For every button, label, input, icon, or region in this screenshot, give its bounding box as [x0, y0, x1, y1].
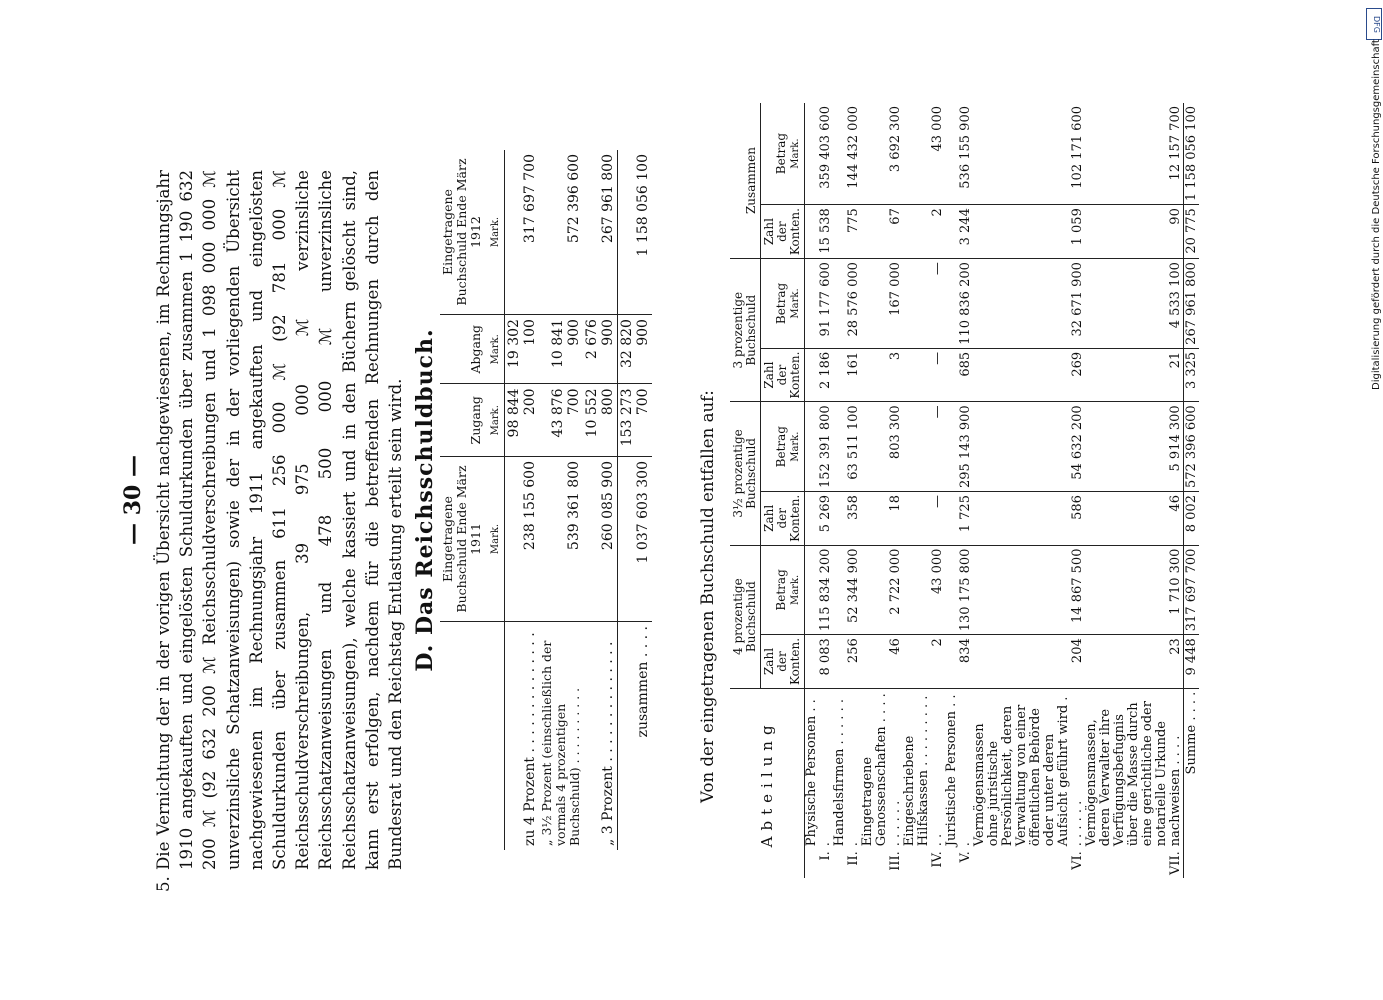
- t2-sub-amount: Betrag Mark.: [761, 103, 805, 205]
- table-row: VII. Vermögensmassen, deren Verwalter ihre Verfügungsbefugnis über die Masse durch eine gerichtliche oder notarielle Urkunde nachweisen . . . . 23 1 710 300 46 5 914 300 21 4 533 100 90 12 157 700: [1085, 103, 1184, 878]
- paragraph-number: 5.: [154, 876, 173, 892]
- t1-header-col: Abgang Mark.: [440, 315, 505, 384]
- table-row: VI. Vermögensmassen ohne juristische Persönlichkeit, deren Verwaltung von einer öffentlichen Behörde oder unter deren Aufsicht geführt wird . . . . . . . 204 14 867 500 586 54 632 200 269 32 671 900 1 059 102 171 600: [973, 103, 1085, 878]
- t2-group-header: Zusammen: [730, 103, 761, 259]
- t2-sub-count: Zahl der Konten.: [761, 492, 805, 546]
- table-row: „ 3½ Prozent (einschließlich der vormals 4 prozentigen Buchschuld) . . . . . . . . . . 539 361 800 43 876 700 10 841 900 572 396 600: [539, 150, 583, 850]
- t2-group-header: 4 prozentige Buchschuld: [730, 545, 761, 688]
- buchschuld-breakdown-table: [730, 103, 1199, 878]
- table-row: zu 4 Prozent . . . . . . . . . . . . . . 238 155 600 98 844 200 19 302 100 317 697 700: [505, 150, 540, 850]
- t2-sub-count: Zahl der Konten.: [761, 205, 805, 259]
- table-row: V. Juristische Personen . . . 834 130 175 800 1 725 295 143 900 685 110 836 200 3 244 536 155 900: [945, 103, 973, 878]
- t1-header-col: Eingetragene Buchschuld Ende März 1911 Mark.: [440, 457, 505, 622]
- paragraph-5: [152, 170, 407, 892]
- table-row-total: zusammen . . . . 1 037 603 300 153 273 700 32 820 900 1 158 056 100: [618, 150, 653, 850]
- section-heading: D. Das Reichsschuldbuch.: [412, 328, 438, 672]
- t2-sub-amount: Betrag Mark.: [761, 402, 805, 492]
- t2-sub-amount: Betrag Mark.: [761, 259, 805, 349]
- t1-header-col: Zugang Mark.: [440, 384, 505, 457]
- table-row: I. Physische Personen . . . 8 083 115 834 200 5 269 152 391 800 2 186 91 177 600 15 538 359 403 600: [805, 103, 834, 878]
- buchschuld-summary-table: [440, 150, 652, 850]
- t2-sub-count: Zahl der Konten.: [761, 348, 805, 402]
- digitization-notice: Digitalisierung gefördert durch die Deutsche Forschungsgemeinschaft: [1371, 39, 1382, 390]
- paragraph-text: Die Vernichtung der in der vorigen Übersicht nachgewiesenen, im Rechnungsjahr 1910 angekauften und eingelösten Schuldurkunden über zusammen 1 190 632 200 ℳ (92 632 200 ℳ Reichsschuldverschreibungen und 1 098 000 000 ℳ unverzinsliche Schatzanweisungen) sowie der in der vorliegenden Übersicht nachgewiesenen im Rechnungsjahr 1911 angekauften und eingelösten Schuldurkunden über zusammen 611 256 000 ℳ (92 781 000 ℳ Reichsschuldverschreibungen, 39 975 000 ℳ verzinsliche Reichsschatzanweisungen und 478 500 000 ℳ unverzinsliche Reichsschatzanweisungen), welche kassiert und in den Büchern gelöscht sind, kann erst erfolgen, nachdem für die betreffenden Rechnungen durch den Bundesrat und den Reichstag Entlastung erteilt sein wird.: [154, 170, 406, 870]
- t2-header-abteilung: Abteilung: [730, 688, 805, 878]
- t1-header-label: [440, 622, 505, 851]
- t2-group-header: 3½ prozentige Buchschuld: [730, 402, 761, 545]
- table-row: IV. Eingeschriebene Hilfskassen . . . . . . . . . . . 2 43 000 — — — — 2 43 000: [903, 103, 945, 878]
- table-row: „ 3 Prozent . . . . . . . . . . . . . . 260 085 900 10 552 800 2 676 900 267 961 800: [583, 150, 618, 850]
- table2-intro: Von der eingetragenen Buchschuld entfallen auf:: [698, 390, 717, 803]
- table-row-total: Summe . . . . 9 448 317 697 700 8 002 572 396 600 3 325 267 961 800 20 775 1 158 056 100: [1184, 103, 1200, 878]
- table-row: III. Eingetragene Genossenschaften . . . . . . . . . . 46 2 722 000 18 803 300 3 167 000 67 3 692 300: [861, 103, 903, 878]
- dfg-logo: DFG: [1366, 8, 1382, 40]
- t1-header-col: Eingetragene Buchschuld Ende März 1912 Mark.: [440, 150, 505, 315]
- t2-sub-count: Zahl der Konten.: [761, 635, 805, 689]
- t2-group-header: 3 prozentige Buchschuld: [730, 259, 761, 402]
- table-row: II. Handelsfirmen . . . . . . . 256 52 344 900 358 63 511 100 161 28 576 000 775 144 432 000: [833, 103, 861, 878]
- t2-sub-amount: Betrag Mark.: [761, 545, 805, 635]
- page-number: — 30 —: [120, 455, 146, 545]
